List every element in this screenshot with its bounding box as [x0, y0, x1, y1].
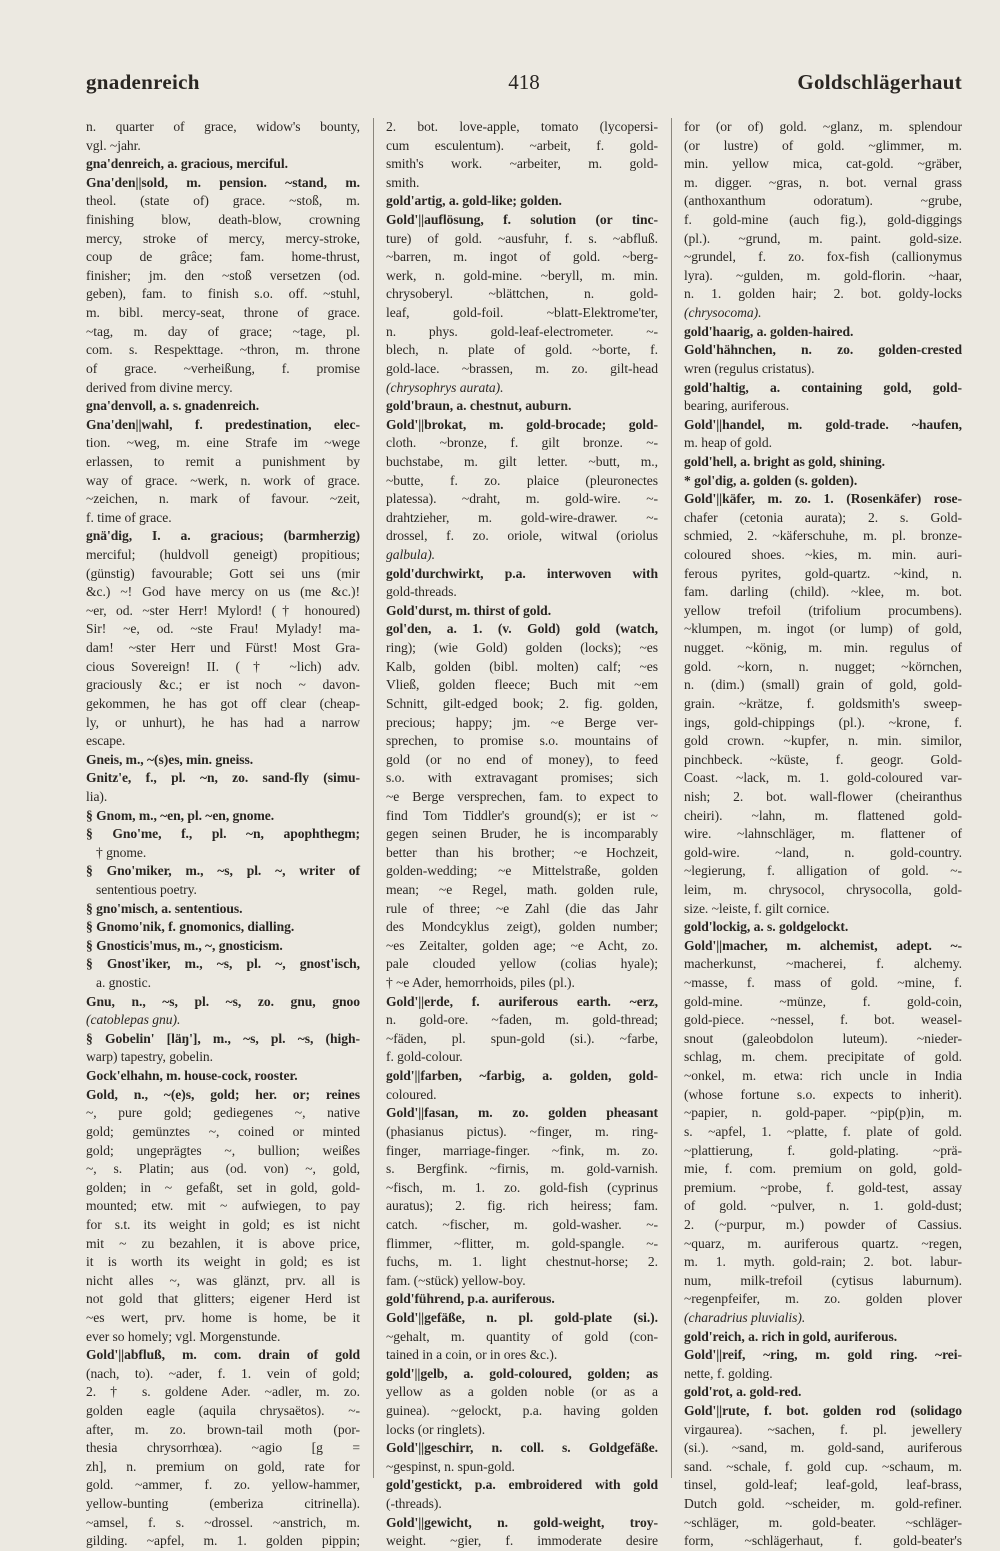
entry-text-line: Kalb, golden (bibl. molten) calf; ~es [386, 658, 658, 674]
entry-text-line: f. gold-colour. [386, 1049, 463, 1065]
entry-headword-line: Gold'||käfer, m. zo. 1. (Rosenkäfer) rose- [684, 491, 962, 507]
entry-text-line: not gold that glitters; eigener Herd ist [86, 1291, 360, 1307]
entry-text-line: f. time of grace. [86, 509, 172, 525]
entry-text-line: of gold. ~pulver, n. 1. gold-dust; [684, 1198, 962, 1214]
entry-text-line: coloured. [386, 1086, 437, 1102]
entry-text-line: (or lustre) of gold. ~glimmer, m. [684, 137, 962, 153]
entry-headword-line: Gold'||geschirr, n. coll. s. Goldgefäße. [386, 1440, 658, 1456]
entry-text-line: n. phys. gold-leaf-electrometer. ~- [386, 323, 658, 339]
entry-headword-line: gold'||farben, ~farbig, a. golden, gold- [386, 1068, 658, 1084]
entry-headword-line: Gnu, n., ~s, pl. ~s, zo. gnu, gnoo [86, 993, 360, 1009]
entry-text-line: gegen seinen Bruder, he is incomparably [386, 826, 658, 842]
entry-text-line: macherkunst, ~macherei, f. alchemy. [684, 956, 962, 972]
entry-text-line: auratus); 2. fig. rich heiress; fam. [386, 1198, 658, 1214]
entry-text-line: rule of three; ~e Zahl (die das Jahr [386, 900, 658, 916]
entry-text-line: Sir! ~e, od. ~ste Frau! Mylady! ma- [86, 621, 360, 637]
entry-text-line: finishing blow, death-blow, crowning [86, 212, 360, 228]
entry-text-line: for (or of) gold. ~glanz, m. splendour [684, 119, 962, 134]
entry-headword-line: Gold'||abfluß, m. com. drain of gold [86, 1347, 360, 1363]
entry-text-line: geben), fam. to finish s.o. off. ~stuhl, [86, 286, 360, 302]
entry-text-line: gekommen, he has got off clear (cheap- [86, 695, 360, 711]
entry-text-line: (chrysocoma). [684, 305, 762, 321]
entry-text-line: erlassen, to remit a punishment by [86, 453, 360, 469]
entry-text-line: platessa). ~draht, m. gold-wire. ~- [386, 491, 658, 507]
entry-text-line: ~barren, m. ingot of gold. ~berg- [386, 249, 658, 265]
entry-text-line: leaf, gold-foil. ~blatt-Elektrome'ter, [386, 305, 658, 321]
entry-text-line: ~fisch, m. 1. zo. gold-fish (cyprinus [386, 1179, 658, 1195]
entry-text-line: (phasianus pictus). ~finger, m. ring- [386, 1123, 658, 1139]
entry-text-line: ~, s. Platin; aus (od. von) ~, gold, [86, 1161, 360, 1177]
page-number: 418 [508, 70, 540, 94]
entry-text-line: werk, n. gold-mine. ~beryll, m. min. [386, 267, 658, 283]
entry-text-line: sprechen, to promise s.o. mountains of [386, 733, 658, 749]
entry-headword-line: gold'reich, a. rich in gold, auriferous. [684, 1328, 898, 1344]
entry-text-line: (nach, to). ~ader, f. 1. vein of gold; [86, 1365, 360, 1381]
entry-text-line: it is worth its weight in gold; es ist [86, 1254, 360, 1270]
entry-text-line: schlag, m. chem. precipitate of gold. [684, 1049, 962, 1065]
entry-headword-line: gold'führend, p.a. auriferous. [386, 1291, 555, 1307]
entry-text-line: ~tag, m. day of grace; ~tage, pl. [86, 323, 360, 339]
entry-text-line: gold. ~ammer, f. zo. yellow-hammer, [86, 1477, 360, 1493]
column-1 [86, 118, 360, 1549]
entry-text-line: form, ~schlägerhaut, f. gold-beater's [684, 1533, 962, 1549]
entry-headword-line: Gold, n., ~(e)s, gold; her. or; reines [86, 1086, 360, 1102]
entry-text-line: guinea). ~gelockt, p.a. having golden [386, 1403, 658, 1419]
entry-text-line: Dutch gold. ~scheider, m. gold-refiner. [684, 1496, 962, 1512]
entry-headword-line: § Gobelin' [läŋ'], m., ~s, pl. ~s, (high- [86, 1030, 360, 1046]
entry-text-line: mit ~ zu bezahlen, it is above price, [86, 1235, 360, 1251]
entry-text-line: nish; 2. bot. wall-flower (cheiranthus [684, 788, 962, 804]
entry-text-line: mounted; etw. mit ~ aufwiegen, to pay [86, 1198, 360, 1214]
entry-text-line: ~regenpfeifer, m. zo. golden plover [684, 1291, 962, 1307]
entry-text-line: Coast. ~lack, m. 1. gold-coloured var- [684, 770, 962, 786]
entry-text-line: catch. ~fischer, m. gold-washer. ~- [386, 1216, 658, 1232]
entry-text-line: lyra). ~gulden, m. gold-florin. ~haar, [684, 267, 962, 283]
entry-text-line: &c.) ~! God have mercy on us (me &c.)! [86, 584, 360, 600]
entry-text-line: pinchbeck. ~küste, f. geogr. Gold- [684, 751, 962, 767]
entry-text-line: ~gehalt, m. quantity of gold (con- [386, 1328, 658, 1344]
entry-text-line: s.o. with extravagant promises; sich [386, 770, 658, 786]
entry-text-line: virgaurea). ~sachen, f. pl. jewellery [684, 1421, 962, 1437]
entry-text-line: ~fäden, pl. spun-gold (si.). ~farbe, [386, 1030, 658, 1046]
entry-text-line: graciously &c.; er ist noch ~ davon- [86, 677, 360, 693]
entry-text-line: chafer (cetonia aurata); 2. s. Gold- [684, 509, 962, 525]
entry-text-line: coup de grâce; fam. home-thrust, [86, 249, 360, 265]
entry-text-line: flimmer, ~flitter, m. gold-spangle. ~- [386, 1235, 658, 1251]
entry-text-line: buchstabe, m. gilt letter. ~butt, m., [386, 453, 658, 469]
entry-text-line: n. (dim.) (small) grain of gold, gold- [684, 677, 962, 693]
entry-text-line: precious; happy; jm. ~e Berge ver- [386, 714, 658, 730]
entry-text-line: ~papier, n. gold-paper. ~pip(p)in, m. [684, 1105, 962, 1121]
entry-headword-line: gna'denreich, a. gracious, merciful. [86, 156, 288, 172]
entry-text-line: gold-threads. [386, 584, 457, 600]
entry-text-line: ~plattierung, f. gold-plating. ~prä- [684, 1142, 962, 1158]
entry-text-line: vgl. ~jahr. [86, 137, 141, 153]
entry-text-line: sententious poetry. [96, 881, 197, 897]
column-divider [671, 118, 672, 1478]
entry-text-line: ~schläger, m. gold-beater. ~schläger- [684, 1514, 962, 1530]
entry-text-line: ings, gold-chippings (pl.). ~krone, f. [684, 714, 962, 730]
entry-text-line: size. ~leiste, f. gilt cornice. [684, 900, 830, 916]
entry-headword-line: gold'gestickt, p.a. embroidered with gold [386, 1477, 658, 1493]
entry-text-line: (charadrius pluvialis). [684, 1310, 806, 1325]
entry-text-line: derived from divine mercy. [86, 379, 233, 395]
entry-text-line: des Mondcyklus zeigt), golden number; [386, 919, 658, 935]
entry-text-line: grain. ~krätze, f. goldsmith's sweep- [684, 695, 962, 711]
entry-text-line: golden; in ~ gefaßt, set in gold, gold- [86, 1179, 360, 1195]
entry-text-line: zh], n. premium on gold, rate for [86, 1458, 360, 1474]
entry-text-line: yellow-bunting (emberiza citrinella). [86, 1496, 360, 1512]
entry-text-line: of grace. ~verheißung, f. promise [86, 360, 360, 376]
entry-text-line: m. digger. ~gras, n. bot. vernal grass [684, 174, 962, 190]
entry-text-line: gold (or no end of money), to feed [386, 751, 658, 767]
entry-text-line: finger, marriage-finger. ~fink, m. zo. [386, 1142, 658, 1158]
entry-text-line: (günstig) favourable; Gott sei uns (mir [86, 565, 360, 581]
entry-text-line: s. Bergfink. ~firnis, m. gold-varnish. [386, 1161, 658, 1177]
entry-headword-line: Gold'||auflösung, f. solution (or tinc- [386, 212, 658, 228]
entry-headword-line: Gna'den||sold, m. pension. ~stand, m. [86, 174, 360, 190]
entry-text-line: ferous pyrites, gold-quartz. ~kind, n. [684, 565, 962, 581]
page-header [86, 62, 962, 102]
entry-text-line: escape. [86, 733, 126, 749]
entry-headword-line: § Gno'me, f., pl. ~n, apophthegm; [86, 826, 360, 842]
entry-headword-line: gold'durchwirkt, p.a. interwoven with [386, 565, 658, 581]
entry-text-line: ~butte, f. zo. plaice (pleuronectes [386, 472, 658, 488]
entry-text-line: sand. ~schale, f. gold cup. ~schaum, m. [684, 1458, 962, 1474]
entry-text-line: smith's work. ~arbeiter, m. gold- [386, 156, 658, 172]
entry-text-line: (pl.). ~grund, m. paint. gold-size. [684, 230, 962, 246]
entry-text-line: ~amsel, f. s. ~drossel. ~anstrich, m. [86, 1514, 360, 1530]
entry-text-line: a. gnostic. [96, 975, 151, 991]
entry-text-line: gold-lace. ~brassen, m. zo. gilt-head [386, 360, 658, 376]
entry-text-line: † gnome. [96, 844, 147, 860]
entry-text-line: ~es Zeitalter, golden age; ~e Acht, zo. [386, 937, 658, 953]
entry-headword-line: Gold'||fasan, m. zo. golden pheasant [386, 1105, 658, 1121]
entry-text-line: dam! ~ster Herr und Fürst! Most Gra- [86, 640, 360, 656]
entry-text-line: cum esculentum). ~arbeit, f. gold- [386, 137, 658, 153]
entry-text-line: Schnitt, gilt-edged book; 2. fig. golden, [386, 695, 658, 711]
entry-text-line: n. 1. golden hair; 2. bot. goldy-locks [684, 286, 962, 302]
dictionary-columns [86, 118, 962, 1549]
entry-text-line: wren (regulus cristatus). [684, 360, 815, 376]
entry-text-line: merciful; (huldvoll geneigt) propitious; [86, 547, 360, 563]
entry-text-line: theol. (state of) grace. ~stoß, m. [86, 193, 360, 209]
entry-text-line: nugget. ~könig, m. min. regulus of [684, 640, 962, 656]
entry-text-line: gilding. ~apfel, m. 1. golden pippin; [86, 1533, 360, 1549]
entry-headword-line: gold'||gelb, a. gold-coloured, golden; as [386, 1365, 658, 1381]
entry-text-line: nette, f. golding. [684, 1365, 773, 1381]
entry-headword-line: gold'braun, a. chestnut, auburn. [386, 398, 572, 414]
entry-text-line: cheiri). ~lahn, m. flattened gold- [684, 807, 962, 823]
entry-text-line: ~grundel, f. zo. fox-fish (callionymus [684, 249, 962, 265]
entry-text-line: ~quarz, m. auriferous quartz. ~regen, [684, 1235, 962, 1251]
entry-headword-line: Gold'||handel, m. gold-trade. ~haufen, [684, 416, 962, 432]
entry-headword-line: Gold'||gefäße, n. pl. gold-plate (si.). [386, 1310, 658, 1325]
entry-headword-line: gold'artig, a. gold-like; golden. [386, 193, 562, 209]
entry-text-line: ~er, od. ~ster Herr! Mylord! († honoured) [86, 602, 360, 618]
entry-headword-line: Gnitz'e, f., pl. ~n, zo. sand-fly (simu- [86, 770, 360, 786]
entry-text-line: weight. ~gier, f. immoderate desire [386, 1533, 658, 1549]
entry-headword-line: gold'lockig, a. s. goldgelockt. [684, 919, 849, 935]
entry-text-line: ture) of gold. ~ausfuhr, f. s. ~abfluß. [386, 230, 658, 246]
entry-text-line: (-threads). [386, 1496, 442, 1512]
entry-headword-line: gnä'dig, I. a. gracious; (barmherzig) [86, 528, 360, 544]
entry-text-line: warp) tapestry, gobelin. [86, 1049, 214, 1065]
entry-text-line: find Tom Tiddler's ground(s); er ist ~ [386, 807, 658, 823]
entry-text-line: gold-mine. ~münze, f. gold-coin, [684, 993, 962, 1009]
entry-text-line: way of grace. ~werk, n. work of grace. [86, 472, 360, 488]
entry-text-line: min. yellow mica, cat-gold. ~gräber, [684, 156, 962, 172]
entry-text-line: bearing, auriferous. [684, 398, 790, 414]
entry-text-line: m. heap of gold. [684, 435, 772, 451]
entry-headword-line: Gold'||erde, f. auriferous earth. ~erz, [386, 993, 658, 1009]
entry-text-line: nicht alles ~, was glänzt, prv. all is [86, 1272, 360, 1288]
entry-text-line: wire. ~lahnschläger, m. flattener of [684, 826, 962, 842]
entry-text-line: yellow trefoil (trifolium procumbens). [684, 602, 962, 618]
entry-headword-line: gna'denvoll, a. s. gnadenreich. [86, 398, 260, 414]
entry-text-line: cious Sovereign! II. († ~lich) adv. [86, 658, 360, 674]
entry-text-line: cloth. ~bronze, f. gilt bronze. ~- [386, 435, 658, 451]
entry-text-line: schmied, 2. ~käferschuhe, m. pl. bronze- [684, 528, 962, 544]
entry-text-line: pale clouded yellow (colias hyale); [386, 956, 658, 972]
entry-text-line: gold-piece. ~nessel, f. bot. weasel- [684, 1012, 962, 1028]
entry-text-line: 2. † s. goldene Ader. ~adler, m. zo. [86, 1384, 360, 1400]
entry-text-line: (si.). ~sand, m. gold-sand, auriferous [684, 1440, 962, 1456]
entry-text-line: ~klumpen, m. ingot (or lump) of gold, [684, 621, 962, 637]
entry-headword-line: gold'haarig, a. golden-haired. [684, 323, 854, 339]
entry-headword-line: Gold'hähnchen, n. zo. golden-crested [684, 342, 962, 358]
entry-headword-line: gol'den, a. 1. (v. Gold) gold (watch, [386, 621, 658, 637]
entry-text-line: mie, f. com. premium on gold, gold- [684, 1161, 962, 1177]
entry-text-line: mean; ~e Regel, math. golden rule, [386, 881, 658, 897]
entry-headword-line: Gold'||reif, ~ring, m. gold ring. ~rei- [684, 1347, 962, 1363]
entry-text-line: (whose fortune s.o. expects to inherit). [684, 1086, 962, 1102]
entry-text-line: snout (galeobdolon luteum). ~nieder- [684, 1030, 962, 1046]
entry-text-line: finisher; jm. den ~stoß versetzen (od. [86, 267, 360, 283]
entry-headword-line: Gneis, m., ~(s)es, min. gneiss. [86, 751, 254, 767]
entry-headword-line: Gold'||macher, m. alchemist, adept. ~- [684, 937, 962, 953]
entry-text-line: premium. ~probe, f. gold-test, assay [684, 1179, 962, 1195]
entry-headword-line: gold'haltig, a. containing gold, gold- [684, 379, 962, 395]
entry-text-line: ~onkel, m. etwa: rich uncle in India [684, 1068, 962, 1084]
entry-headword-line: § Gnosticis'mus, m., ~, gnosticism. [86, 937, 283, 953]
entry-text-line: ring); (wie Gold) golden (locks); ~es [386, 640, 658, 656]
entry-text-line: lia). [86, 788, 108, 804]
entry-text-line: ~, pure gold; gediegenes ~, native [86, 1105, 360, 1121]
entry-text-line: drahtzieher, m. gold-wire-drawer. ~- [386, 509, 658, 525]
entry-text-line: 2. (~purpur, m.) powder of Cassius. [684, 1216, 962, 1232]
column-3 [684, 118, 962, 1549]
header-guide-word-left: gnadenreich [86, 70, 200, 94]
column-2 [386, 118, 658, 1549]
entry-text-line: Vließ, golden fleece; Buch mit ~em [386, 677, 658, 693]
entry-text-line: fam. (~stück) yellow-boy. [386, 1272, 526, 1288]
entry-text-line: gold crown. ~kupfer, n. min. similor, [684, 733, 962, 749]
entry-text-line: galbula). [386, 547, 436, 563]
entry-text-line: † ~e Ader, hemorrhoids, piles (pl.). [386, 975, 575, 991]
column-divider [373, 118, 374, 1478]
entry-text-line: 2. bot. love-apple, tomato (lycopersi- [386, 119, 658, 134]
entry-text-line: gold. ~korn, n. nugget; ~körnchen, [684, 658, 962, 674]
entry-text-line: golden eagle (aquila chrysaëtos). ~- [86, 1403, 360, 1419]
entry-text-line: ~zeichen, n. mark of favour. ~zeit, [86, 491, 360, 507]
entry-text-line: better than his brother; ~e Hochzeit, [386, 844, 658, 860]
entry-text-line: blech, n. plate of gold. ~borte, f. [386, 342, 658, 358]
entry-headword-line: Gold'||brokat, m. gold-brocade; gold- [386, 416, 658, 432]
entry-text-line: yellow as a golden noble (or as a [386, 1384, 658, 1400]
entry-headword-line: Gold'||gewicht, n. gold-weight, troy- [386, 1514, 658, 1530]
entry-text-line: f. gold-mine (auch fig.), gold-diggings [684, 212, 962, 228]
entry-headword-line: gold'rot, a. gold-red. [684, 1384, 802, 1400]
entry-text-line: tinsel, gold-leaf; leaf-gold, leaf-brass, [684, 1477, 962, 1493]
entry-text-line: locks (or ringlets). [386, 1421, 486, 1437]
entry-text-line: thesia chrysorrhœa). ~agio [g = [86, 1440, 360, 1456]
entry-text-line: num, milk-trefoil (cytisus laburnum). [684, 1272, 962, 1288]
entry-text-line: ~es wert, prv. home is home, be it [86, 1310, 360, 1325]
entry-text-line: n. quarter of grace, widow's bounty, [86, 119, 360, 134]
entry-text-line: smith. [386, 174, 420, 190]
entry-text-line: leim, m. chrysocol, chrysocolla, gold- [684, 881, 962, 897]
entry-text-line: tion. ~weg, m. eine Strafe im ~wege [86, 435, 360, 451]
entry-text-line: for s.t. its weight in gold; es ist nicht [86, 1216, 360, 1232]
entry-text-line: chrysoberyl. ~blättchen, n. gold- [386, 286, 658, 302]
entry-text-line: s. ~apfel, 1. ~platte, f. plate of gold. [684, 1123, 962, 1139]
entry-text-line: coloured shoes. ~kies, m. min. auri- [684, 547, 962, 563]
entry-headword-line: gold'hell, a. bright as gold, shining. [684, 453, 885, 469]
entry-text-line: tained in a coin, or in ores &c.). [386, 1347, 558, 1363]
entry-text-line: n. gold-ore. ~faden, m. gold-thread; [386, 1012, 658, 1028]
entry-text-line: ~masse, f. mass of gold. ~mine, f. [684, 975, 962, 991]
entry-text-line: gold-wire. ~land, n. gold-country. [684, 844, 962, 860]
header-guide-word-right: Goldschlägerhaut [797, 70, 962, 94]
entry-text-line: drossel, f. zo. oriole, witwal (oriolus [386, 528, 658, 544]
entry-text-line: m. bibl. mercy-seat, throne of grace. [86, 305, 360, 321]
entry-headword-line: Gold'durst, m. thirst of gold. [386, 602, 552, 618]
entry-text-line: ~gespinst, n. spun-gold. [386, 1458, 515, 1474]
entry-text-line: ~legierung, f. alligation of gold. ~- [684, 863, 962, 879]
entry-text-line: gold; gemünztes ~, coined or minted [86, 1123, 360, 1139]
entry-text-line: after, m. zo. brown-tail moth (por- [86, 1421, 360, 1437]
entry-headword-line: Gock'elhahn, m. house-cock, rooster. [86, 1068, 298, 1084]
entry-headword-line: § Gnomo'nik, f. gnomonics, dialling. [86, 919, 295, 935]
entry-text-line: ever so homely; vgl. Morgenstunde. [86, 1328, 281, 1344]
entry-headword-line: Gna'den||wahl, f. predestination, elec- [86, 416, 360, 432]
entry-headword-line: * gol'dig, a. golden (s. golden). [684, 472, 858, 488]
entry-text-line: gold; ungeprägtes ~, bullion; weißes [86, 1142, 360, 1158]
entry-text-line: ly, or unhurt), he has had a narrow [86, 714, 360, 730]
entry-text-line: (anthoxanthum odoratum). ~grube, [684, 193, 962, 209]
entry-text-line: fuchs, m. 1. light chestnut-horse; 2. [386, 1254, 658, 1270]
entry-text-line: (catoblepas gnu). [86, 1012, 181, 1028]
entry-headword-line: § gno'misch, a. sententious. [86, 900, 243, 916]
entry-text-line: golden-wedding; ~e Mittelstraße, golden [386, 863, 658, 879]
entry-text-line: fam. darling (child). ~klee, m. bot. [684, 584, 962, 600]
entry-headword-line: § Gnom, m., ~en, pl. ~en, gnome. [86, 807, 275, 823]
entry-text-line: (chrysophrys aurata). [386, 379, 504, 395]
entry-headword-line: § Gno'miker, m., ~s, pl. ~, writer of [86, 863, 360, 879]
entry-text-line: ~e Berge versprechen, fam. to expect to [386, 788, 658, 804]
entry-headword-line: § Gnost'iker, m., ~s, pl. ~, gnost'isch, [86, 956, 360, 972]
entry-text-line: m. 1. myth. gold-rain; 2. bot. labur- [684, 1254, 962, 1270]
entry-text-line: com. s. Respekttage. ~thron, m. throne [86, 342, 360, 358]
entry-text-line: mercy, stroke of mercy, mercy-stroke, [86, 230, 360, 246]
entry-headword-line: Gold'||rute, f. bot. golden rod (solidago [684, 1403, 962, 1419]
